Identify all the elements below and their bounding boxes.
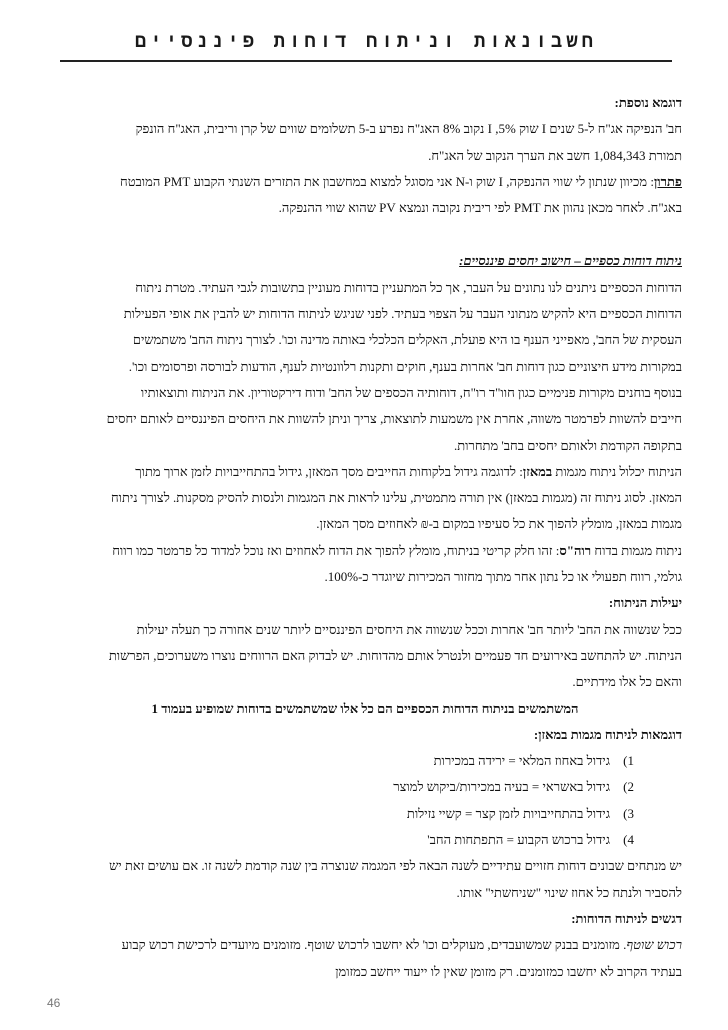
paragraph-line: גולמי, רווח תפעולי או כל נתון אחר מתוך מחזור המכירות שיוגדר כ-100%.	[324, 569, 682, 585]
bold-term: במאזן	[522, 463, 553, 479]
text-segment: : זהו חלק קריטי בניתוח, מומלץ להפוך את הדוח לאחוזים ואז נוכל למדוד כל פרמטר כמו רווח	[112, 542, 560, 558]
paragraph-line: להסביר ולנתח כל אחוז שינוי "שניחשתי" אותו.	[456, 884, 682, 900]
example-line: תמורת 1,084,343 חשב את הערך הנקוב של האג"ח.	[428, 147, 682, 163]
paragraph-line: הניתוח. יש להתחשב באירועים חד פעמיים ולנטרל אותם מהדוחות. יש לבדוק האם הרווחים נוצרו משערוכים, הפרשות	[108, 647, 682, 663]
efficiency-heading: יעילות הניתוח:	[608, 595, 682, 611]
solution-text: : מכיוון שנתון לי שווי ההנפקה, I שוק ו-N אני מסוגל למצוא במחשבון את התזרים השנתי הקבוע PMT המובטח	[120, 173, 654, 189]
paragraph-line: בנוסף בוחנים מקורות פנימיים כגון חוו"ד רו"ח, דוחותיה הכספים של החב' ודוח דירקטוריון. את הניתוח ותוצאותיו	[140, 384, 682, 400]
header-title: חשבונאות וניתוח דוחות פיננסיים	[134, 30, 598, 52]
section-heading: ניתוח דוחות כספיים – חישוב יחסים פיננסיים:	[459, 253, 682, 269]
paragraph-line: בתקופה הקודמת ולאותם יחסים בחב' מתחרות.	[453, 437, 682, 453]
solution-label: פתרון	[653, 173, 682, 189]
paragraph-line: יש מנתחים שבונים דוחות חזויים עתידיים לשנה הבאה לפי המגמה שנוצרה בין שנה קודמת לשנה זו. אם עושים זאת יש	[109, 858, 682, 874]
list-item	[48, 748, 634, 774]
list-text: גידול בהתחייבויות לזמן קצר = קשיי נזילות	[406, 805, 610, 821]
paragraph-line	[48, 538, 682, 564]
page-number: 46	[47, 996, 61, 1010]
paragraph-line: במקורות מידע חיצוניים כגון דוחות חב' אחרות בענף, חוקים ותקנות רלוונטיות לענף, הודעות לבורסה ופרסומים וכו'.	[128, 358, 682, 374]
text-segment: ניתוח מגמות בדוח	[591, 542, 682, 558]
examples-heading: דוגמאות לניתוח מגמות במאזן:	[533, 726, 682, 742]
paragraph-line: המאזן. לסוג ניתוח זה (מגמות במאזן) אין תורה מתמטית, עלינו לראות את המגמות ולנסות להסיק מסקנות. לצורך ניתוח	[110, 490, 682, 506]
paragraph-line: חייבים להשוות לפרמטר משווה, אחרת אין משמעות לתוצאות, צריך וניתן להשוות את היחסים הפיננסיים לאותם יחסים	[106, 411, 682, 427]
list-text: גידול ברכוש הקבוע = התפתחות החב'	[427, 832, 610, 848]
list-number: 4)	[623, 832, 634, 848]
trend-examples-list	[48, 748, 682, 853]
header-rule	[60, 60, 672, 62]
bold-term: רוה"ס	[559, 542, 592, 558]
list-item	[48, 827, 634, 853]
list-item	[48, 801, 634, 827]
paragraph-line: ככל שנשווה את החב' ליותר חב' אחרות וככל שנשווה את היחסים הפיננסיים ליותר שנים אחורה כך תעלה יעילות	[136, 621, 682, 637]
list-text: גידול באחוז המלאי = ירידה במכירות	[433, 753, 610, 769]
text-segment: : לדוגמה גידול בלקוחות החייבים מסך המאזן, גידול בהתחייבויות לזמן ארוך מתוך	[135, 463, 523, 479]
paragraph-line: הדוחות הכספיים ניתנים לנו נתונים על העבר, אך כל המתעניין בדוחות מעוניין בתשובות לגבי העתיד. מטרת ניתוח	[135, 279, 682, 295]
list-text: גידול באשראי = בעיה במכירות/ביקוש למוצר	[393, 779, 610, 795]
list-item	[48, 774, 634, 800]
paragraph-line	[48, 459, 682, 485]
text-segment: . מזומנים בבנק שמשועבדים, מעוקלים וכו' לא יחשבו לרכוש שוטף. מזומנים מיועדים לרכישת רכוש קבוע	[121, 937, 627, 953]
italic-term: רכוש שוטף	[626, 937, 682, 953]
paragraph-line: העסקית של החב', מאפייני הענף בו היא פועלת, האקלים הכלכלי באותה מדינה וכו'. לצורך ניתוח החב' משתמשים	[132, 332, 682, 348]
example-line: חב' הנפיקה אג"ח ל-5 שנים I שוק 5%, I נקוב 8% האג"ח נפרע ב-5 תשלומים שווים של קרן וריבית, האג"ח הונפק	[135, 121, 682, 137]
paragraph-line: הדוחות הכספיים היא להקיש מנתוני העבר על הצפוי בעתיד. לפני שניגש לניתוח הדוחות יש להבין את אופי הפעילות	[123, 306, 682, 322]
emphasis-heading: דגשים לניתוח הדוחות:	[571, 910, 682, 926]
paragraph-line: מגמות במאזן, מומלץ להפוך את כל סעיפיו במקום ב-₪ לאחוזים מסך המאזן.	[316, 516, 682, 532]
list-number: 1)	[623, 753, 634, 769]
solution-line: באג"ח. לאחר מכאן נהוון את PMT לפי ריבית נקובה ונמצא PV שהוא שווי ההנפקה.	[278, 200, 682, 216]
example-heading: דוגמא נוספת:	[614, 95, 682, 110]
page-header	[60, 30, 672, 64]
solution-line	[48, 169, 682, 195]
list-number: 3)	[623, 805, 634, 821]
spacer	[48, 221, 682, 248]
paragraph-line: בעתיד הקרוב לא יחשבו כמזומנים. רק מזומן שאין לו ייעוד ייחשב כמזומן	[335, 963, 682, 979]
users-line: המשתמשים בניתוח הדוחות הכספיים הם כל אלו שמשתמשים בדוחות שמופיע בעמוד 1	[151, 700, 579, 716]
text-segment: הניתוח יכלול ניתוח מגמות	[552, 463, 682, 479]
paragraph-line	[48, 932, 682, 958]
list-number: 2)	[623, 779, 634, 795]
page-body	[48, 90, 682, 985]
paragraph-line: והאם כל אלו מידתיים.	[572, 674, 682, 690]
